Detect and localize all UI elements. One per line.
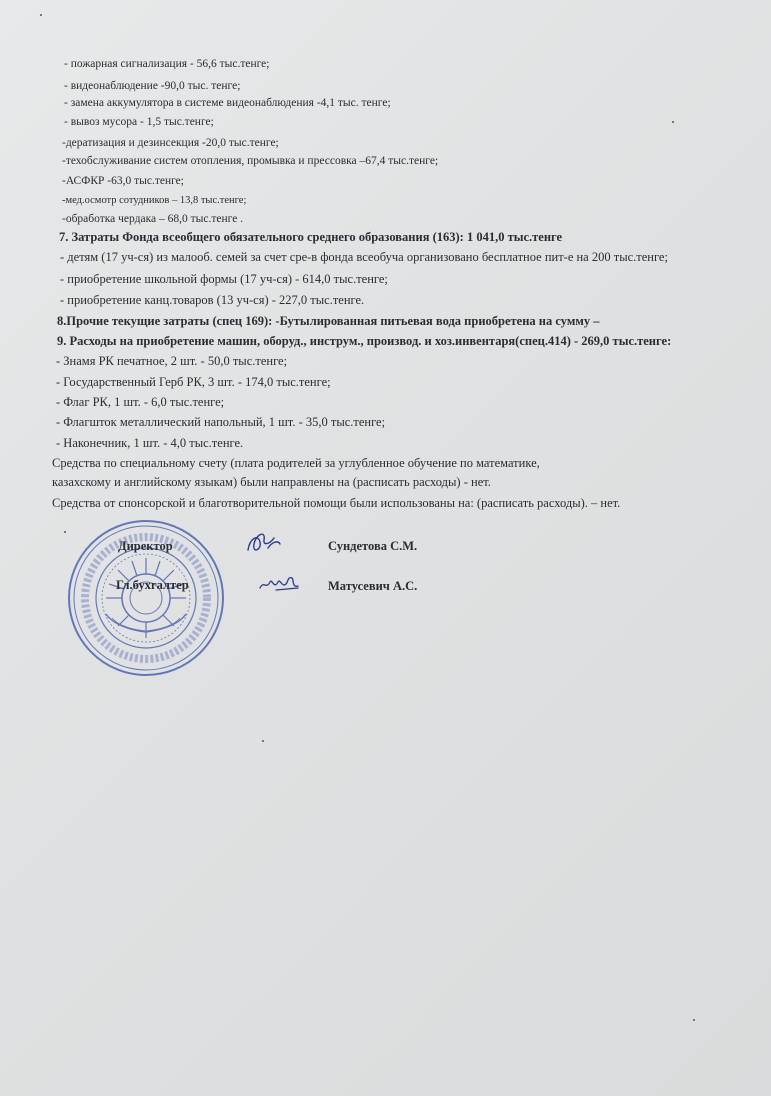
director-name: Сундетова С.М. [328,539,418,553]
text-line: - замена аккумулятора в системе видеонаблюдения -4,1 тыс. тенге; [64,97,391,109]
text-line: - приобретение школьной формы (17 уч-ся) - 614,0 тыс.тенге; [60,272,388,286]
text-line: - Флаг РК, 1 шт. - 6,0 тыс.тенге; [56,395,225,409]
text-line: Средства по специальному счету (плата родителей за углубленное обучение по математике, [52,456,540,470]
text-line: -техобслуживание систем отопления, промывка и прессовка –67,4 тыс.тенге; [62,155,439,167]
section-heading: 8.Прочие текущие затраты (спец 169): -Бутылированная питьевая вода приобретена на сумму – [57,314,600,328]
text-line: - Флагшток металлический напольный, 1 шт. - 35,0 тыс.тенге; [56,415,386,429]
paper-speck [672,121,674,123]
text-line: - Наконечник, 1 шт. - 4,0 тыс.тенге. [56,436,244,450]
text-line: - пожарная сигнализация - 56,6 тыс.тенге; [64,58,270,70]
accountant-label: Гл.бухгалтер [116,578,189,592]
director-signature-icon [244,524,290,558]
accountant-signature-icon [258,570,304,596]
text-line: казахскому и английскому языкам) были направлены на (расписать расходы) - нет. [52,475,491,489]
accountant-name: Матусевич А.С. [328,579,418,593]
paper-speck [64,531,66,533]
text-line: - вывоз мусора - 1,5 тыс.тенге; [64,116,214,128]
director-label: Директор [118,539,173,553]
section-heading: 7. Затраты Фонда всеобщего обязательного среднего образования (163): 1 041,0 тыс.тенге [59,230,563,244]
text-line: Средства от спонсорской и благотворительной помощи были использованы на: (расписать расходы). – нет. [52,496,621,510]
text-line: -дератизация и дезинсекция -20,0 тыс.тенге; [62,137,279,149]
text-line: - детям (17 уч-ся) из малооб. семей за счет сре-в фонда всеобуча организовано бесплатное пит-е на 200 тыс.тенге; [60,250,668,264]
section-heading: 9. Расходы на приобретение машин, оборуд., инструм., производ. и хоз.инвентаря(спец.414) - 269,0 тыс.тенге: [57,334,672,348]
text-line: -мед.осмотр сотудников – 13,8 тыс.тенге; [62,195,247,206]
text-line: - приобретение канц.товаров (13 уч-ся) - 227,0 тыс.тенге. [60,293,365,307]
text-line: -АСФКР -63,0 тыс.тенге; [62,175,184,187]
text-line: -обработка чердака – 68,0 тыс.тенге . [62,213,244,225]
text-line: - видеонаблюдение -90,0 тыс. тенге; [64,80,241,92]
paper-speck [693,1019,695,1021]
text-line: - Государственный Герб РК, 3 шт. - 174,0 тыс.тенге; [56,375,331,389]
text-line: - Знамя РК печатное, 2 шт. - 50,0 тыс.тенге; [56,354,288,368]
paper-speck [40,14,42,16]
paper-speck [262,740,264,742]
